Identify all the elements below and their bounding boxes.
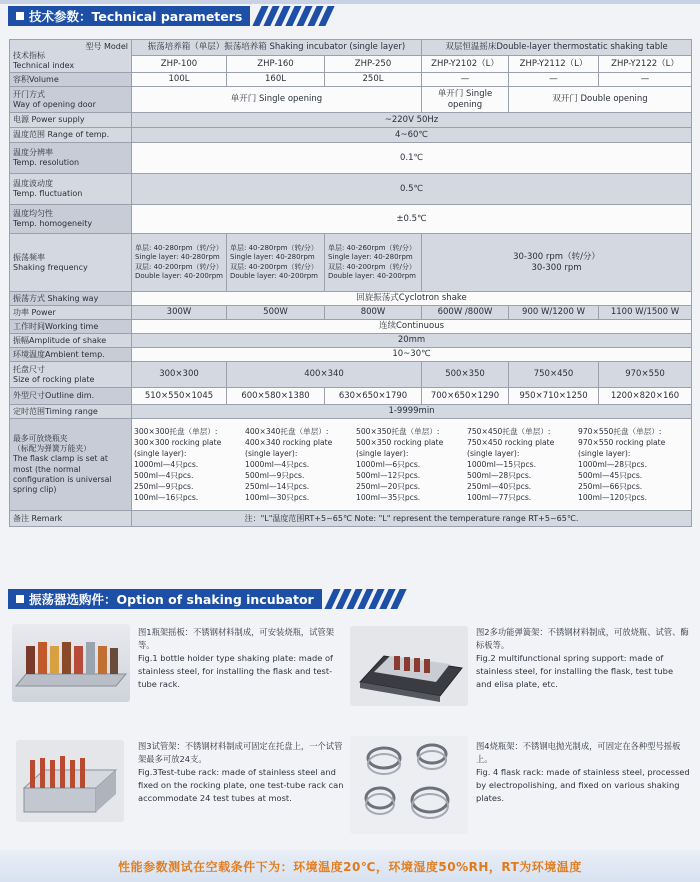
option-4-text: 图4烧瓶架：不锈钢电抛光制成，可固定在各种型号摇板上。 Fig. 4 flask rack: made of stainless steel, processed by electropolishing, and fixed on various shaking plates.	[476, 741, 690, 803]
door-single: 单开门 Single opening	[132, 87, 422, 113]
outline-cell: 1200×820×160	[599, 388, 692, 405]
spring-support-image	[350, 626, 468, 706]
freq-cell: 单层: 40-280rpm（转/分） Single layer: 40-280rpm 双层: 40-200rpm（转/分） Double layer: 40-200rpm	[227, 234, 325, 292]
plate-cell: 500×350	[422, 362, 509, 388]
ambient-value: 10~30℃	[132, 348, 692, 362]
option-3-text: 图3试管架：不锈钢材料制成可固定在托盘上，一个试管架最多可放24支。 Fig.3Test-tube rack: made of stainless steel and fixed on the rocking plate, one test-tube rack can accommodate 24 test tubes at most.	[138, 741, 344, 803]
temp-homo-label: 温度均匀性 Temp. homogeneity	[10, 205, 132, 234]
power-cell: 500W	[227, 306, 325, 320]
option-2-text: 图2多功能弹簧架：不锈钢材料制成，可放烧瓶、试管、酶标板等。 Fig.2 multifunctional spring support: made of stainless steel, for installing the flask, test tube and elisa plate, etc.	[476, 627, 689, 689]
section-title: 振荡器选购件：Option of shaking incubator	[29, 592, 314, 607]
model-header: 型号 Model 技术指标 Technical index	[10, 40, 132, 73]
power-cell: 800W	[325, 306, 422, 320]
clamp-col: 400×340托盘（单层）: 400×340 rocking plate (single layer): 1000ml—4只pcs. 500ml—9只pcs. 250ml—14只pcs. 100ml—30只pcs.	[245, 427, 333, 502]
section-title: 技术参数：Technical parameters	[29, 9, 243, 24]
outline-cell: 600×580×1380	[227, 388, 325, 405]
outline-cell: 630×650×1790	[325, 388, 422, 405]
volume-cell: —	[599, 73, 692, 87]
temp-res-value: 0.1℃	[132, 143, 692, 174]
timing-value: 1-9999min	[132, 405, 692, 419]
model-cell: ZHP-Y2122（L）	[599, 56, 692, 73]
square-icon	[16, 12, 24, 20]
model-cell: ZHP-160	[227, 56, 325, 73]
power-supply-value: ~220V 50Hz	[132, 113, 692, 128]
test-tube-rack-image	[16, 740, 124, 822]
slash-decoration-icon	[325, 589, 402, 609]
outline-cell: 510×550×1045	[132, 388, 227, 405]
temp-range-label: 温度范围 Range of temp.	[10, 128, 132, 143]
remark-value: 注："L"温度范围RT+5~65℃ Note: "L" represent the temperature range RT+5~65℃.	[132, 511, 692, 527]
volume-label: 容积Volume	[10, 73, 132, 87]
power-cell: 600W /800W	[422, 306, 509, 320]
clamp-col: 500×350托盘（单层）: 500×350 rocking plate (single layer): 1000ml—6只pcs. 500ml—12只pcs. 250ml—20只pcs. 100ml—35只pcs.	[356, 427, 444, 502]
door-double: 双开门 Double opening	[509, 87, 692, 113]
section-banner-technical	[8, 6, 330, 26]
power-label: 功率 Power	[10, 306, 132, 320]
square-icon	[16, 595, 24, 603]
ambient-label: 环境温度Ambient temp.	[10, 348, 132, 362]
power-supply-label: 电源 Power supply	[10, 113, 132, 128]
freq-double: 30-300 rpm（转/分） 30-300 rpm	[422, 234, 692, 292]
flask-rack-image	[350, 736, 468, 834]
temp-res-label: 温度分辨率 Temp. resolution	[10, 143, 132, 174]
clamp-col: 300×300托盘（单层）: 300×300 rocking plate (single layer): 1000ml—4只pcs. 500ml—4只pcs. 250ml—9只pcs. 100ml—16只pcs.	[134, 427, 222, 502]
door-single-2: 单开门 Single opening	[422, 87, 509, 113]
group-double-layer: 双层恒温摇床Double-layer thermostatic shaking table	[422, 40, 692, 56]
model-cell: ZHP-Y2102（L）	[422, 56, 509, 73]
outline-cell: 700×650×1290	[422, 388, 509, 405]
option-1-text: 图1瓶架摇板：不锈钢材料制成，可安装烧瓶，试管架等。 Fig.1 bottle holder type shaking plate: made of stainless steel, for installing the flask and test-tube rack.	[138, 627, 335, 689]
volume-cell: 100L	[132, 73, 227, 87]
volume-cell: —	[422, 73, 509, 87]
outline-label: 外型尺寸Outline dim.	[10, 388, 132, 405]
working-value: 连续Continuous	[132, 320, 692, 334]
model-cell: ZHP-100	[132, 56, 227, 73]
plate-cell: 400×340	[227, 362, 422, 388]
volume-cell: 250L	[325, 73, 422, 87]
model-cell: ZHP-Y2112（L）	[509, 56, 599, 73]
temp-fluc-value: 0.5℃	[132, 174, 692, 205]
section-banner-options	[8, 589, 402, 609]
plate-cell: 750×450	[509, 362, 599, 388]
bottle-holder-plate-image	[12, 624, 130, 702]
outline-cell: 950×710×1250	[509, 388, 599, 405]
volume-cell: —	[509, 73, 599, 87]
freq-label: 振荡频率 Shaking frequency	[10, 234, 132, 292]
temp-homo-value: ±0.5℃	[132, 205, 692, 234]
slash-decoration-icon	[253, 6, 330, 26]
temp-fluc-label: 温度波动度 Temp. fluctuation	[10, 174, 132, 205]
clamp-label: 最多可放烧瓶夹 （标配为弹簧万能夹） The flask clamp is set at most (the normal configuration is universal spring clip)	[10, 419, 132, 511]
power-cell: 900 W/1200 W	[509, 306, 599, 320]
group-single-layer: 振荡培养箱（单层）振荡培养箱 Shaking incubator (single layer)	[132, 40, 422, 56]
shake-way-value: 回旋振荡式Cyclotron shake	[132, 292, 692, 306]
plate-label: 托盘尺寸 Size of rocking plate	[10, 362, 132, 388]
power-cell: 300W	[132, 306, 227, 320]
plate-cell: 970×550	[599, 362, 692, 388]
footer-bar	[0, 850, 700, 882]
spec-table	[9, 39, 692, 527]
shake-way-label: 振荡方式 Shaking way	[10, 292, 132, 306]
freq-cell: 单层: 40-280rpm（转/分） Single layer: 40-280rpm 双层: 40-200rpm（转/分） Double layer: 40-200rpm	[132, 234, 227, 292]
temp-range-value: 4~60℃	[132, 128, 692, 143]
model-cell: ZHP-250	[325, 56, 422, 73]
volume-cell: 160L	[227, 73, 325, 87]
timing-label: 定时范围Timing range	[10, 405, 132, 419]
plate-cell: 300×300	[132, 362, 227, 388]
freq-cell: 单层: 40-260rpm（转/分） Single layer: 40-280rpm 双层: 40-200rpm（转/分） Double layer: 40-200rpm	[325, 234, 422, 292]
top-strip	[0, 0, 700, 4]
amplitude-value: 20mm	[132, 334, 692, 348]
amplitude-label: 振幅Amplitude of shake	[10, 334, 132, 348]
clamp-block	[132, 419, 692, 511]
power-cell: 1100 W/1500 W	[599, 306, 692, 320]
remark-label: 备注 Remark	[10, 511, 132, 527]
door-label: 开门方式 Way of opening door	[10, 87, 132, 113]
footer-note: 性能参数测试在空载条件下为：环境温度20℃，环境湿度50%RH，RT为环境温度	[118, 859, 582, 874]
clamp-col: 970×550托盘（单层）: 970×550 rocking plate (single layer): 1000ml—28只pcs. 500ml—45只pcs. 250ml—66只pcs. 100ml—120只pcs.	[578, 427, 666, 502]
clamp-col: 750×450托盘（单层）: 750×450 rocking plate (single layer): 1000ml—15只pcs. 500ml—28只pcs. 250ml—40只pcs. 100ml—77只pcs.	[467, 427, 555, 502]
working-label: 工作时间Working time	[10, 320, 132, 334]
